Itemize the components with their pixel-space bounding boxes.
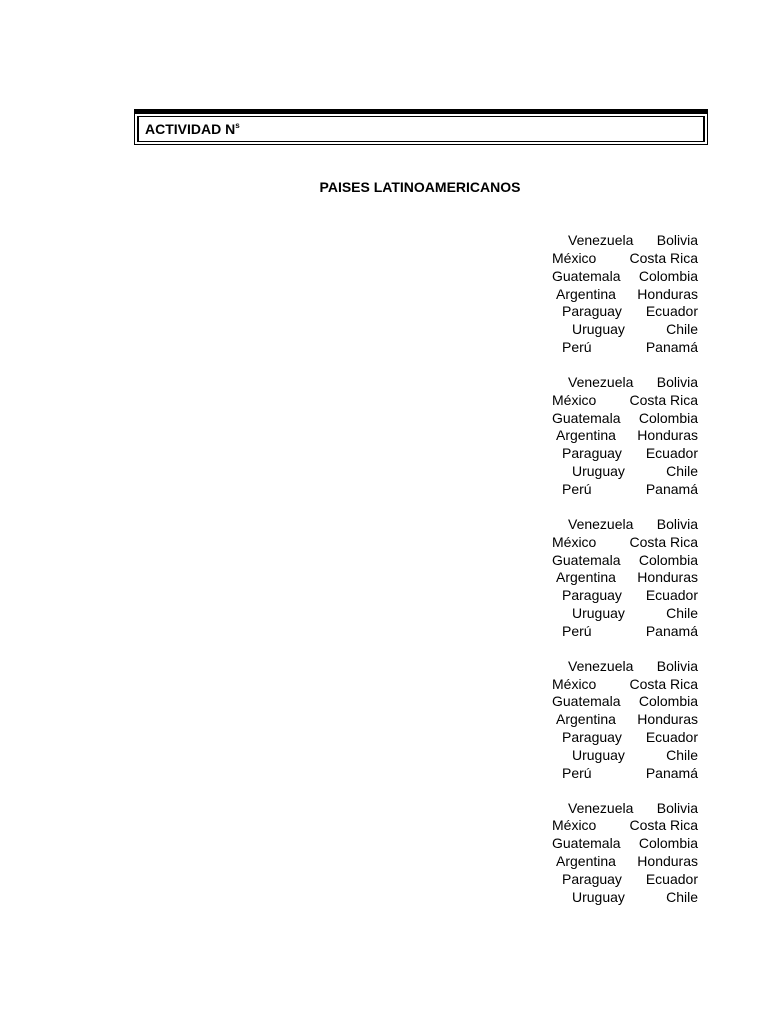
country-name-right: Colombia: [638, 409, 698, 426]
country-name-right: Honduras: [637, 569, 698, 586]
country-pair-line: [552, 552, 698, 570]
country-name-left: Paraguay: [562, 587, 622, 604]
country-name-left: Paraguay: [562, 445, 622, 462]
activity-heading: [145, 121, 240, 137]
country-name-left: México: [552, 533, 597, 550]
country-block: [552, 232, 698, 357]
country-pair-line: [552, 516, 698, 534]
country-name-left: Uruguay: [572, 463, 625, 480]
country-pair-line: [552, 232, 698, 250]
country-name-right: Ecuador: [645, 303, 698, 320]
country-block: [552, 658, 698, 783]
country-name-right: Honduras: [637, 427, 698, 444]
country-name-right: Colombia: [638, 551, 698, 568]
country-block: [552, 516, 698, 641]
country-pair-line: [552, 835, 698, 853]
country-pair-line: [552, 374, 698, 392]
country-pair-line: [552, 800, 698, 818]
country-name-left: México: [552, 675, 597, 692]
country-name-right: Chile: [666, 746, 698, 763]
country-name-left: Guatemala: [552, 409, 621, 426]
country-name-right: Chile: [666, 605, 698, 622]
country-name-right: Panamá: [645, 622, 698, 639]
country-name-left: Guatemala: [552, 267, 621, 284]
country-name-right: Colombia: [638, 693, 698, 710]
country-pair-line: [552, 853, 698, 871]
country-pair-line: [552, 392, 698, 410]
country-name-right: Ecuador: [645, 729, 698, 746]
activity-heading-text: ACTIVIDAD N: [145, 121, 236, 137]
country-name-left: Uruguay: [572, 321, 625, 338]
activity-header-box: [134, 109, 708, 145]
country-pair-line: [552, 427, 698, 445]
country-pair-line: [552, 889, 698, 907]
country-pair-line: [552, 321, 698, 339]
country-name-left: Venezuela: [568, 799, 634, 816]
country-name-left: Uruguay: [572, 605, 625, 622]
country-name-left: Venezuela: [568, 232, 634, 248]
page-title: PAISES LATINOAMERICANOS: [319, 179, 521, 195]
activity-header-inner-frame: [137, 116, 705, 142]
country-name-right: Panamá: [645, 480, 698, 497]
country-name-right: Panamá: [645, 339, 698, 356]
country-pair-line: [552, 410, 698, 428]
country-pair-line: [552, 658, 698, 676]
country-name-left: Perú: [562, 764, 592, 781]
country-list-column: [552, 232, 698, 924]
country-name-left: Paraguay: [562, 303, 622, 320]
country-name-right: Bolivia: [656, 657, 698, 674]
country-name-right: Chile: [666, 321, 698, 338]
country-pair-line: [552, 569, 698, 587]
country-name-left: Argentina: [556, 285, 616, 302]
country-name-right: Colombia: [638, 835, 698, 852]
country-name-right: Costa Rica: [629, 391, 698, 408]
country-name-right: Costa Rica: [629, 817, 698, 834]
country-pair-line: [552, 534, 698, 552]
country-pair-line: [552, 765, 698, 783]
country-pair-line: [552, 303, 698, 321]
country-pair-line: [552, 445, 698, 463]
country-name-right: Colombia: [638, 267, 698, 284]
country-name-left: Argentina: [556, 427, 616, 444]
country-name-left: Uruguay: [572, 746, 625, 763]
country-pair-line: [552, 676, 698, 694]
country-name-right: Bolivia: [656, 799, 698, 816]
country-name-left: México: [552, 391, 597, 408]
country-pair-line: [552, 268, 698, 286]
country-name-left: Venezuela: [568, 657, 634, 674]
country-block: [552, 800, 698, 907]
country-name-left: México: [552, 817, 597, 834]
country-name-right: Panamá: [645, 764, 698, 781]
country-pair-line: [552, 729, 698, 747]
country-name-right: Bolivia: [656, 515, 698, 532]
country-name-left: Perú: [562, 622, 592, 639]
country-name-left: Argentina: [556, 853, 616, 870]
country-pair-line: [552, 286, 698, 304]
country-name-left: Argentina: [556, 569, 616, 586]
country-name-left: Guatemala: [552, 835, 621, 852]
country-name-right: Bolivia: [656, 232, 698, 248]
country-pair-line: [552, 250, 698, 268]
country-name-right: Ecuador: [645, 587, 698, 604]
country-block: [552, 374, 698, 499]
country-name-right: Costa Rica: [629, 533, 698, 550]
country-name-right: Costa Rica: [629, 675, 698, 692]
country-name-right: Costa Rica: [629, 249, 698, 266]
country-name-left: Paraguay: [562, 871, 622, 887]
country-name-left: Venezuela: [568, 515, 634, 532]
country-pair-line: [552, 711, 698, 729]
country-name-left: Argentina: [556, 711, 616, 728]
country-name-right: Chile: [666, 888, 698, 905]
country-pair-line: [552, 463, 698, 481]
activity-heading-superscript: s: [235, 121, 240, 130]
country-name-right: Honduras: [637, 711, 698, 728]
country-name-left: Paraguay: [562, 729, 622, 746]
country-pair-line: [552, 747, 698, 765]
country-pair-line: [552, 339, 698, 357]
country-name-right: Bolivia: [656, 373, 698, 390]
country-pair-line: [552, 587, 698, 605]
country-pair-line: [552, 693, 698, 711]
country-pair-line: [552, 623, 698, 641]
country-name-left: Venezuela: [568, 373, 634, 390]
country-name-right: Honduras: [637, 853, 698, 870]
country-pair-line: [552, 817, 698, 835]
country-pair-line: [552, 871, 698, 889]
country-name-right: Chile: [666, 463, 698, 480]
country-pair-line: [552, 481, 698, 499]
country-name-left: Perú: [562, 339, 592, 356]
country-name-left: Guatemala: [552, 551, 621, 568]
country-name-right: Honduras: [637, 285, 698, 302]
country-name-right: Ecuador: [645, 871, 698, 887]
country-name-left: Guatemala: [552, 693, 621, 710]
country-name-left: Perú: [562, 480, 592, 497]
country-name-left: México: [552, 249, 597, 266]
country-name-right: Ecuador: [645, 445, 698, 462]
country-pair-line: [552, 605, 698, 623]
country-name-left: Uruguay: [572, 888, 625, 905]
